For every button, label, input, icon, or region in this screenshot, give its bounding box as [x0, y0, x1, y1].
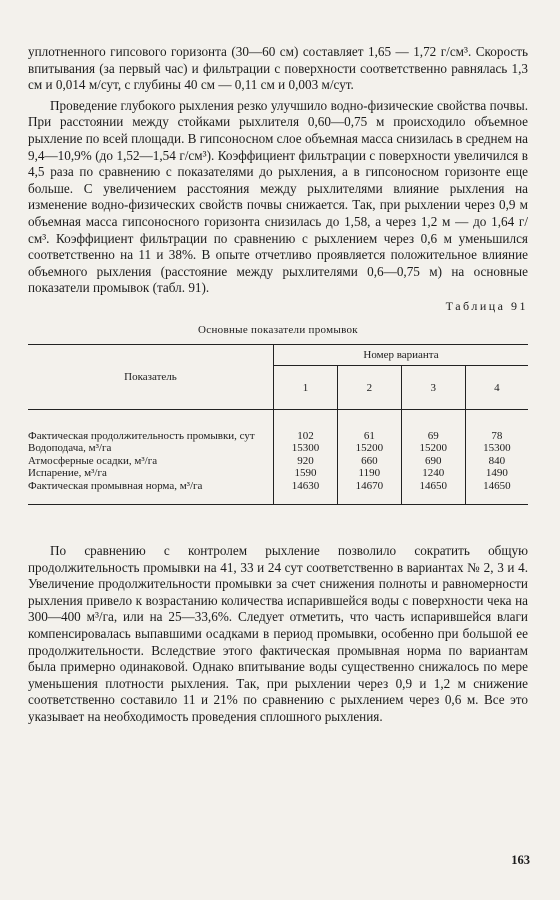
book-page [28, 44, 528, 725]
cell-value: 1240 [401, 467, 465, 479]
paragraph-1: уплотненного гипсового горизонта (30—60 см) составляет 1,65 — 1,72 г/см³. Скорость впитывания (за первый час) и фильтрации с поверхности соответственно равнялась 1,3 см и 0,014 м/сут, с глубины 40 см — 0,11 см и 0,003 м/сут. [28, 44, 528, 93]
cell-value: 15200 [337, 442, 401, 454]
table-row [28, 467, 528, 479]
header-variant-4: 4 [494, 381, 500, 394]
table-row [28, 409, 528, 442]
row-label: Атмосферные осадки, м³/га [28, 455, 274, 467]
paragraph-2: Проведение глубокого рыхления резко улучшило водно-физические свойства почвы. При расстоянии между стойками рыхлителя 0,60—0,75 м происходило объемное рыхление по всей площади. В гипсоносном слое объемная масса снизилась в среднем на 9,4—10,9% (до 1,52—1,54 г/см³). Коэффициент фильтрации с поверхности увеличился в 4,5 раза по сравнению с показателями до рыхления, а в гипсоносном горизонте еще больше. С увеличением расстояния между рыхлителями влияние рыхления на изменение водно-физических свойств почвы снижается. Так, при рыхлении через 0,9 м объемная масса гипсоносного горизонта снизилась до 1,58, а через 1,2 м — до 1,64 г/см³. Коэффициент фильтрации по сравнению с рыхлением через 0,6 м уменьшился соответственно на 11 и 38%. В опыте отчетливо проявляется положительное влияние объемного рыхления (расстояние между рыхлителями 0,6—0,75 м) на основные показатели промывок (табл. 91). [28, 97, 528, 296]
cell-value: 690 [401, 455, 465, 467]
table-number: Таблица 91 [445, 298, 528, 313]
cell-value: 102 [274, 409, 338, 442]
header-variant-1: 1 [274, 366, 338, 410]
cell-value: 14650 [401, 480, 465, 505]
cell-value: 14670 [337, 480, 401, 505]
header-indicator: Показатель [28, 344, 274, 409]
row-label: Фактическая продолжительность промывки, сут [28, 409, 274, 442]
cell-value: 660 [337, 455, 401, 467]
cell-value: 14650 [465, 480, 528, 505]
table-row [28, 480, 528, 505]
row-label: Фактическая промывная норма, м³/га [28, 480, 274, 505]
header-variant-group: Номер варианта [274, 344, 529, 365]
cell-value: 920 [274, 455, 338, 467]
cell-value: 69 [401, 409, 465, 442]
page-number: 163 [511, 853, 530, 867]
table-row [28, 455, 528, 467]
cell-value: 14630 [274, 480, 338, 505]
cell-value: 1190 [337, 467, 401, 479]
cell-value: 1590 [274, 467, 338, 479]
washing-indicators-table [28, 344, 528, 505]
paragraph-3: По сравнению с контролем рыхление позволило сократить общую продолжительность промывки на 41, 33 и 24 сут соответственно в вариантах № 2, 3 и 4. Увеличение продолжительности промывки за счет снижения полноты и равномерности рыхления привело к возрастанию количества испарившейся воды с поверхности чека на 300—400 м³/га, или на 25—33,6%. Следует отметить, что часть испарившейся влаги компенсировалась выпавшими осадками в период промывки, особенно при большой ее продолжительности. Вследствие этого фактическая промывная норма по вариантам была примерно одинаковой. Однако впитывание воды существенно снижалось по мере уменьшения плотности рыхления. Так, при рыхлении через 0,9 и 1,2 м снижение соответственно составило 11 и 21% по сравнению с рыхлением через 0,6 м. Все это указывает на необходимость проведения сплошного рыхления. [28, 542, 528, 724]
cell-value: 78 [491, 429, 503, 442]
row-label: Испарение, м³/га [28, 467, 274, 479]
cell-value: 61 [337, 409, 401, 442]
cell-value: 840 [488, 454, 506, 467]
table-row [28, 442, 528, 454]
cell-value: 1490 [485, 467, 508, 480]
cell-value: 15200 [401, 442, 465, 454]
table-title: Основные показатели промывок [198, 323, 358, 336]
header-variant-3: 3 [401, 366, 465, 410]
cell-value: 15300 [274, 442, 338, 454]
header-variant-2: 2 [337, 366, 401, 410]
row-label: Водоподача, м³/га [28, 442, 274, 454]
cell-value: 15300 [483, 442, 511, 455]
